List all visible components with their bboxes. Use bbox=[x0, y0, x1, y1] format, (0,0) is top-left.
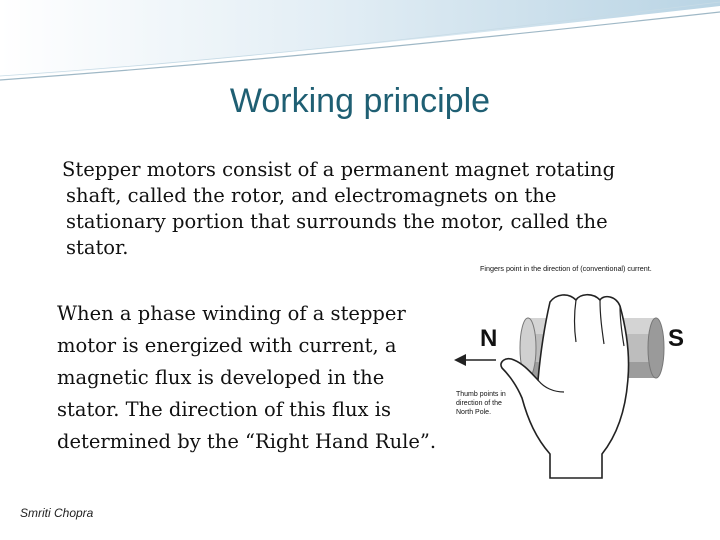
intro-paragraph bbox=[62, 157, 662, 261]
thumb-caption-line: North Pole. bbox=[456, 409, 492, 416]
author-footer: Smriti Chopra bbox=[20, 506, 94, 520]
thumb-caption bbox=[456, 391, 506, 416]
thumb-caption-line: direction of the bbox=[456, 400, 502, 407]
north-pole-label: N bbox=[480, 325, 498, 352]
hand-outline bbox=[501, 295, 629, 478]
intro-first-line: Stepper motors consist of a permanent magnet rotating bbox=[62, 158, 616, 181]
right-hand-rule-paragraph: When a phase winding of a stepper motor is energized with current, a magnetic flux is developed in the stator. The direction of this flux is determined by the “Right Hand Rule”. bbox=[57, 302, 437, 453]
header-swoosh-decoration bbox=[0, 0, 720, 90]
intro-continuation: shaft, called the rotor, and electromagnets on the stationary portion that surrounds the motor, called the stator. bbox=[66, 184, 608, 259]
thumb-caption-line: Thumb points in bbox=[456, 391, 506, 398]
south-pole-label: S bbox=[668, 325, 685, 352]
figure-caption-top: Fingers point in the direction of (conventional) current. bbox=[480, 264, 652, 273]
slide-title: Working principle bbox=[229, 82, 491, 120]
right-hand-rule-figure bbox=[452, 258, 692, 480]
north-direction-arrow bbox=[454, 354, 496, 366]
